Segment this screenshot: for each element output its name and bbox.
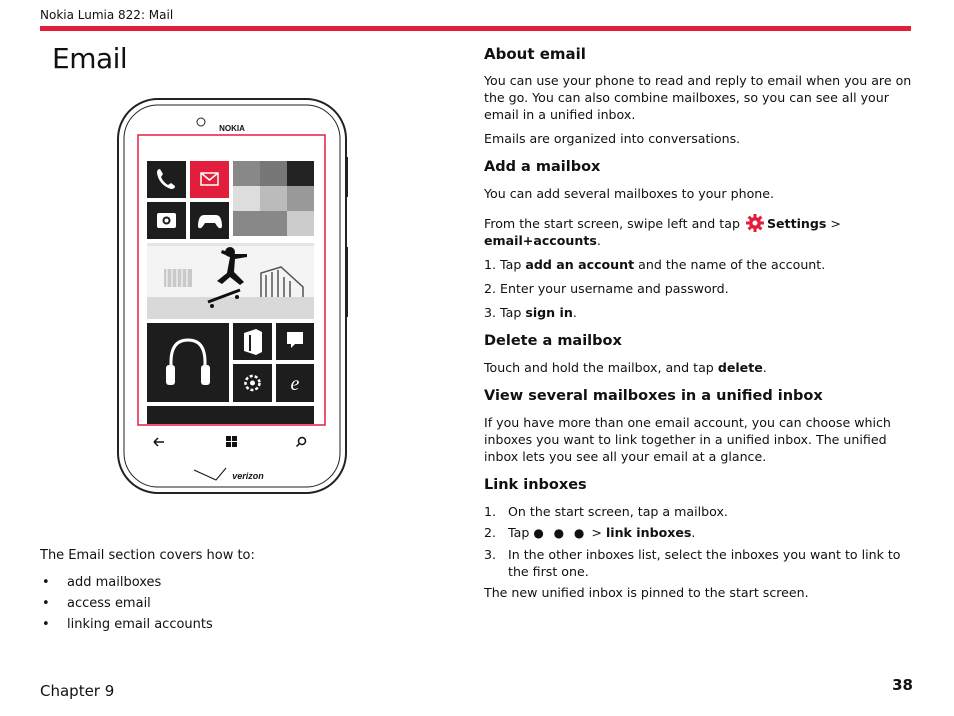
brand-logo: NOKIA	[219, 124, 245, 133]
about-paragraph: Emails are organized into conversations.	[484, 131, 741, 146]
running-header: Nokia Lumia 822: Mail	[40, 8, 174, 22]
section-heading-about: About email	[484, 45, 586, 63]
settings-gear-icon	[745, 214, 765, 232]
section-heading-view: View several mailboxes in a unified inbox	[484, 388, 823, 404]
content-column	[484, 46, 912, 608]
intro-list	[40, 573, 255, 636]
list-item: • add mailboxes	[40, 573, 255, 594]
delete-paragraph: Touch and hold the mailbox, and tap delete.	[484, 360, 767, 375]
link-note: The new unified inbox is pinned to the start screen.	[484, 585, 809, 600]
settings-label: Settings	[766, 216, 827, 231]
intro-lead: The Email section covers how to:	[40, 548, 255, 563]
section-heading-delete: Delete a mailbox	[484, 333, 622, 349]
list-item: 1. On the start screen, tap a mailbox.	[484, 504, 728, 519]
page-number: 38	[892, 676, 913, 694]
list-item: • linking email accounts	[40, 615, 255, 636]
header-rule	[40, 26, 911, 31]
page-title: Email	[52, 42, 128, 75]
list-item: 2. Tap ● ● ● > link inboxes.	[484, 525, 696, 540]
link-steps	[484, 503, 912, 580]
section-heading-add: Add a mailbox	[484, 159, 601, 175]
chapter-intro	[40, 548, 255, 636]
list-item: 3. In the other inboxes list, select the inboxes you want to link to the first one.	[484, 547, 901, 579]
about-paragraph: You can use your phone to read and reply to email when you are on the go. You can also combine mailboxes, so you can see all your email in a unified inbox.	[484, 73, 912, 122]
more-dots-icon: ● ● ●	[533, 526, 588, 540]
list-item: 3. Tap sign in.	[484, 305, 577, 320]
add-paragraph: You can add several mailboxes to your phone.	[484, 186, 775, 201]
list-item: 2. Enter your username and password.	[484, 281, 729, 296]
chapter-label: Chapter 9	[40, 682, 115, 700]
phone-illustration	[116, 97, 348, 495]
add-steps	[484, 256, 912, 321]
list-item: 1. Tap add an account and the name of the account.	[484, 257, 826, 272]
svg-text:e: e	[290, 373, 300, 395]
view-paragraph: If you have more than one email account, you can choose which inboxes you want to link together in a unified inbox. The unified inbox lets you see all your email at a glance.	[484, 415, 891, 464]
section-heading-link: Link inboxes	[484, 477, 587, 493]
add-instructions: From the start screen, swipe left and tap Settings > email+accounts.	[484, 216, 841, 248]
list-item: • access email	[40, 594, 255, 615]
email-accounts-label: email+accounts	[484, 233, 597, 248]
carrier-logo: verizon	[232, 471, 264, 481]
